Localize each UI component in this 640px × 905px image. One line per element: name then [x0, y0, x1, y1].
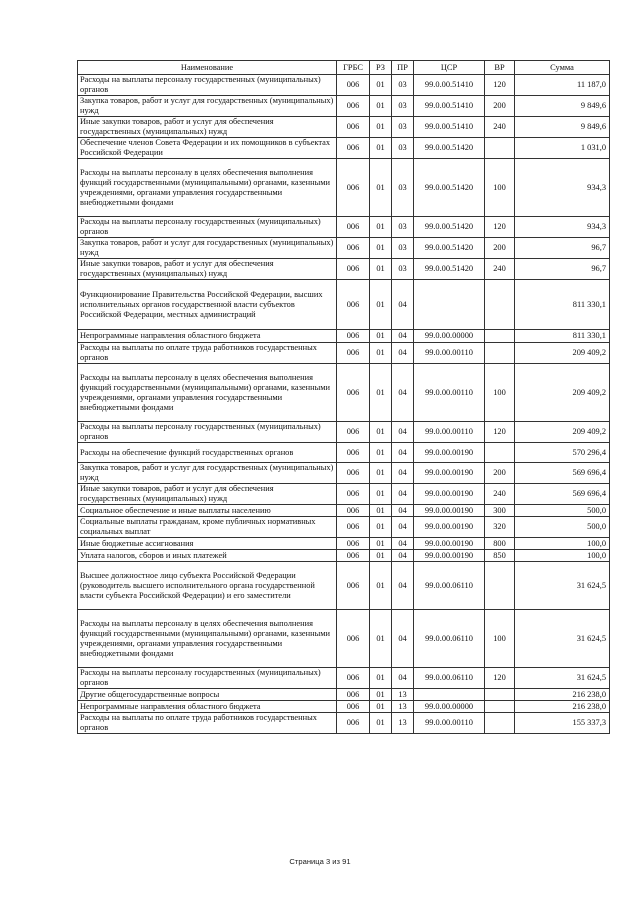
cell-pr: 04 — [392, 422, 414, 443]
cell-rz: 01 — [370, 117, 392, 138]
cell-pr: 04 — [392, 550, 414, 562]
cell-rz: 01 — [370, 138, 392, 159]
cell-grbs: 006 — [337, 259, 370, 280]
table-row — [78, 217, 610, 238]
cell-sum: 216 238,0 — [515, 701, 610, 713]
cell-rz: 01 — [370, 159, 392, 217]
cell-pr: 04 — [392, 668, 414, 689]
cell-sum: 811 330,1 — [515, 330, 610, 343]
cell-pr: 04 — [392, 610, 414, 668]
table-row — [78, 701, 610, 713]
cell-vr — [485, 280, 515, 330]
cell-csr: 99.0.00.00190 — [414, 484, 485, 505]
cell-vr — [485, 443, 515, 463]
cell-sum: 96,7 — [515, 238, 610, 259]
table-row — [78, 138, 610, 159]
cell-vr: 300 — [485, 505, 515, 517]
cell-rz: 01 — [370, 484, 392, 505]
cell-pr: 03 — [392, 138, 414, 159]
cell-sum: 100,0 — [515, 550, 610, 562]
cell-name: Закупка товаров, работ и услуг для государственных (муниципальных) нужд — [78, 463, 337, 484]
cell-grbs: 006 — [337, 96, 370, 117]
cell-grbs: 006 — [337, 701, 370, 713]
cell-name: Закупка товаров, работ и услуг для государственных (муниципальных) нужд — [78, 96, 337, 117]
cell-grbs: 006 — [337, 280, 370, 330]
cell-sum: 500,0 — [515, 505, 610, 517]
cell-vr: 850 — [485, 550, 515, 562]
cell-sum: 209 409,2 — [515, 364, 610, 422]
cell-pr: 13 — [392, 713, 414, 734]
table-row — [78, 517, 610, 538]
header-name: Наименование — [78, 61, 337, 75]
cell-pr: 03 — [392, 238, 414, 259]
cell-sum: 9 849,6 — [515, 96, 610, 117]
cell-grbs: 006 — [337, 330, 370, 343]
cell-rz: 01 — [370, 280, 392, 330]
cell-grbs: 006 — [337, 159, 370, 217]
cell-grbs: 006 — [337, 668, 370, 689]
cell-sum: 96,7 — [515, 259, 610, 280]
cell-pr: 04 — [392, 484, 414, 505]
table-row — [78, 484, 610, 505]
cell-sum: 934,3 — [515, 217, 610, 238]
cell-csr: 99.0.00.06110 — [414, 562, 485, 610]
cell-name: Иные закупки товаров, работ и услуг для обеспечения государственных (муниципальных) нужд — [78, 259, 337, 280]
cell-csr: 99.0.00.00190 — [414, 538, 485, 550]
table-row — [78, 610, 610, 668]
cell-sum: 209 409,2 — [515, 343, 610, 364]
cell-grbs: 006 — [337, 689, 370, 701]
cell-grbs: 006 — [337, 422, 370, 443]
cell-name: Уплата налогов, сборов и иных платежей — [78, 550, 337, 562]
cell-csr: 99.0.00.06110 — [414, 610, 485, 668]
table-row — [78, 75, 610, 96]
header-rz: РЗ — [370, 61, 392, 75]
cell-vr — [485, 689, 515, 701]
cell-name: Расходы на выплаты персоналу государственных (муниципальных) органов — [78, 217, 337, 238]
cell-vr: 800 — [485, 538, 515, 550]
cell-vr: 320 — [485, 517, 515, 538]
cell-sum: 100,0 — [515, 538, 610, 550]
cell-grbs: 006 — [337, 238, 370, 259]
cell-csr: 99.0.00.00110 — [414, 343, 485, 364]
cell-name: Непрограммные направления областного бюджета — [78, 701, 337, 713]
cell-name: Иные закупки товаров, работ и услуг для обеспечения государственных (муниципальных) нужд — [78, 117, 337, 138]
cell-grbs: 006 — [337, 484, 370, 505]
cell-sum: 11 187,0 — [515, 75, 610, 96]
cell-name: Расходы на выплаты персоналу в целях обеспечения выполнения функций государственными (муниципальными) органами, казенными учреждениями, органами управления государственными внебюджетными фондами — [78, 364, 337, 422]
cell-name: Социальное обеспечение и иные выплаты населению — [78, 505, 337, 517]
table-row — [78, 330, 610, 343]
table-row — [78, 96, 610, 117]
header-vr: ВР — [485, 61, 515, 75]
cell-sum: 500,0 — [515, 517, 610, 538]
cell-csr: 99.0.00.51410 — [414, 117, 485, 138]
cell-sum: 570 296,4 — [515, 443, 610, 463]
table-row — [78, 364, 610, 422]
cell-csr: 99.0.00.00190 — [414, 550, 485, 562]
cell-sum: 31 624,5 — [515, 562, 610, 610]
cell-grbs: 006 — [337, 364, 370, 422]
table-row — [78, 117, 610, 138]
cell-name: Расходы на обеспечение функций государственных органов — [78, 443, 337, 463]
cell-sum: 9 849,6 — [515, 117, 610, 138]
cell-vr — [485, 713, 515, 734]
cell-vr: 200 — [485, 96, 515, 117]
cell-name: Иные закупки товаров, работ и услуг для обеспечения государственных (муниципальных) нужд — [78, 484, 337, 505]
cell-sum: 569 696,4 — [515, 463, 610, 484]
cell-grbs: 006 — [337, 713, 370, 734]
cell-csr: 99.0.00.51420 — [414, 138, 485, 159]
cell-pr: 04 — [392, 463, 414, 484]
cell-name: Расходы на выплаты по оплате труда работников государственных органов — [78, 343, 337, 364]
cell-grbs: 006 — [337, 217, 370, 238]
cell-vr — [485, 343, 515, 364]
cell-vr: 120 — [485, 217, 515, 238]
cell-rz: 01 — [370, 422, 392, 443]
header-sum: Сумма — [515, 61, 610, 75]
cell-grbs: 006 — [337, 505, 370, 517]
header-grbs: ГРБС — [337, 61, 370, 75]
cell-csr — [414, 280, 485, 330]
cell-grbs: 006 — [337, 443, 370, 463]
cell-rz: 01 — [370, 689, 392, 701]
cell-name: Иные бюджетные ассигнования — [78, 538, 337, 550]
table-row — [78, 668, 610, 689]
cell-rz: 01 — [370, 75, 392, 96]
cell-rz: 01 — [370, 217, 392, 238]
cell-csr: 99.0.00.51410 — [414, 75, 485, 96]
cell-pr: 13 — [392, 689, 414, 701]
cell-csr: 99.0.00.06110 — [414, 668, 485, 689]
table-row — [78, 713, 610, 734]
cell-rz: 01 — [370, 562, 392, 610]
cell-vr — [485, 562, 515, 610]
cell-grbs: 006 — [337, 517, 370, 538]
cell-vr: 120 — [485, 75, 515, 96]
cell-pr: 03 — [392, 117, 414, 138]
table-row — [78, 343, 610, 364]
cell-csr: 99.0.00.00190 — [414, 517, 485, 538]
cell-csr: 99.0.00.00000 — [414, 701, 485, 713]
cell-pr: 13 — [392, 701, 414, 713]
table-header — [78, 61, 610, 75]
cell-name: Расходы на выплаты по оплате труда работников государственных органов — [78, 713, 337, 734]
cell-pr: 03 — [392, 159, 414, 217]
cell-rz: 01 — [370, 463, 392, 484]
cell-rz: 01 — [370, 96, 392, 117]
cell-grbs: 006 — [337, 343, 370, 364]
cell-name: Функционирование Правительства Российской Федерации, высших исполнительных органов государственной власти субъектов Российской Федерации, местных администраций — [78, 280, 337, 330]
cell-pr: 04 — [392, 330, 414, 343]
cell-name: Высшее должностное лицо субъекта Российской Федерации (руководитель высшего исполнительного органа государственной власти субъекта Российской Федерации) и его заместители — [78, 562, 337, 610]
table-row — [78, 238, 610, 259]
cell-sum: 31 624,5 — [515, 668, 610, 689]
cell-rz: 01 — [370, 443, 392, 463]
cell-grbs: 006 — [337, 463, 370, 484]
cell-rz: 01 — [370, 538, 392, 550]
cell-pr: 04 — [392, 343, 414, 364]
cell-sum: 934,3 — [515, 159, 610, 217]
cell-sum: 216 238,0 — [515, 689, 610, 701]
cell-vr: 240 — [485, 117, 515, 138]
cell-pr: 04 — [392, 443, 414, 463]
cell-vr: 120 — [485, 668, 515, 689]
cell-csr: 99.0.00.00190 — [414, 463, 485, 484]
cell-vr: 100 — [485, 159, 515, 217]
cell-rz: 01 — [370, 330, 392, 343]
table-row — [78, 562, 610, 610]
cell-name: Расходы на выплаты персоналу государственных (муниципальных) органов — [78, 668, 337, 689]
table-row — [78, 550, 610, 562]
cell-rz: 01 — [370, 364, 392, 422]
cell-sum: 1 031,0 — [515, 138, 610, 159]
header-pr: ПР — [392, 61, 414, 75]
cell-grbs: 006 — [337, 610, 370, 668]
cell-csr: 99.0.00.00110 — [414, 422, 485, 443]
table-row — [78, 689, 610, 701]
cell-pr: 03 — [392, 75, 414, 96]
cell-rz: 01 — [370, 343, 392, 364]
cell-sum: 811 330,1 — [515, 280, 610, 330]
cell-csr — [414, 689, 485, 701]
cell-pr: 04 — [392, 364, 414, 422]
page-footer — [0, 857, 640, 866]
cell-sum: 209 409,2 — [515, 422, 610, 443]
cell-name: Закупка товаров, работ и услуг для государственных (муниципальных) нужд — [78, 238, 337, 259]
cell-vr: 120 — [485, 422, 515, 443]
table-row — [78, 159, 610, 217]
cell-csr: 99.0.00.51420 — [414, 259, 485, 280]
cell-vr: 200 — [485, 238, 515, 259]
cell-pr: 03 — [392, 217, 414, 238]
cell-name: Непрограммные направления областного бюджета — [78, 330, 337, 343]
cell-pr: 04 — [392, 505, 414, 517]
cell-rz: 01 — [370, 259, 392, 280]
cell-name: Расходы на выплаты персоналу государственных (муниципальных) органов — [78, 75, 337, 96]
cell-rz: 01 — [370, 610, 392, 668]
table-row — [78, 422, 610, 443]
cell-rz: 01 — [370, 668, 392, 689]
cell-sum: 155 337,3 — [515, 713, 610, 734]
table-row — [78, 538, 610, 550]
cell-vr: 100 — [485, 364, 515, 422]
cell-name: Социальные выплаты гражданам, кроме публичных нормативных социальных выплат — [78, 517, 337, 538]
cell-pr: 04 — [392, 280, 414, 330]
table-row — [78, 443, 610, 463]
cell-vr: 200 — [485, 463, 515, 484]
header-csr: ЦСР — [414, 61, 485, 75]
cell-csr: 99.0.00.00000 — [414, 330, 485, 343]
table-row — [78, 259, 610, 280]
page-number: Страница 3 из 91 — [289, 857, 351, 866]
cell-grbs: 006 — [337, 75, 370, 96]
table-row — [78, 463, 610, 484]
cell-pr: 04 — [392, 562, 414, 610]
header-row — [78, 61, 610, 75]
cell-name: Обеспечение членов Совета Федерации и их помощников в субъектах Российской Федерации — [78, 138, 337, 159]
cell-grbs: 006 — [337, 538, 370, 550]
cell-name: Другие общегосударственные вопросы — [78, 689, 337, 701]
cell-rz: 01 — [370, 550, 392, 562]
cell-pr: 03 — [392, 259, 414, 280]
cell-csr: 99.0.00.00190 — [414, 443, 485, 463]
cell-vr: 100 — [485, 610, 515, 668]
cell-vr: 240 — [485, 259, 515, 280]
cell-grbs: 006 — [337, 138, 370, 159]
cell-vr — [485, 701, 515, 713]
budget-table — [77, 60, 610, 734]
table-row — [78, 505, 610, 517]
cell-csr: 99.0.00.00110 — [414, 364, 485, 422]
cell-rz: 01 — [370, 238, 392, 259]
cell-name: Расходы на выплаты персоналу государственных (муниципальных) органов — [78, 422, 337, 443]
cell-vr — [485, 138, 515, 159]
cell-name: Расходы на выплаты персоналу в целях обеспечения выполнения функций государственными (муниципальными) органами, казенными учреждениями, органами управления государственными внебюджетными фондами — [78, 159, 337, 217]
table-row — [78, 280, 610, 330]
cell-rz: 01 — [370, 505, 392, 517]
cell-rz: 01 — [370, 701, 392, 713]
cell-pr: 04 — [392, 517, 414, 538]
cell-rz: 01 — [370, 517, 392, 538]
cell-csr: 99.0.00.00110 — [414, 713, 485, 734]
cell-sum: 31 624,5 — [515, 610, 610, 668]
cell-grbs: 006 — [337, 117, 370, 138]
cell-grbs: 006 — [337, 550, 370, 562]
cell-csr: 99.0.00.51410 — [414, 96, 485, 117]
cell-csr: 99.0.00.00190 — [414, 505, 485, 517]
cell-csr: 99.0.00.51420 — [414, 159, 485, 217]
cell-vr: 240 — [485, 484, 515, 505]
cell-grbs: 006 — [337, 562, 370, 610]
cell-rz: 01 — [370, 713, 392, 734]
cell-csr: 99.0.00.51420 — [414, 217, 485, 238]
cell-vr — [485, 330, 515, 343]
cell-csr: 99.0.00.51420 — [414, 238, 485, 259]
cell-name: Расходы на выплаты персоналу в целях обеспечения выполнения функций государственными (муниципальными) органами, казенными учреждениями, органами управления государственными внебюджетными фондами — [78, 610, 337, 668]
cell-sum: 569 696,4 — [515, 484, 610, 505]
cell-pr: 04 — [392, 538, 414, 550]
table-body — [78, 75, 610, 734]
cell-pr: 03 — [392, 96, 414, 117]
